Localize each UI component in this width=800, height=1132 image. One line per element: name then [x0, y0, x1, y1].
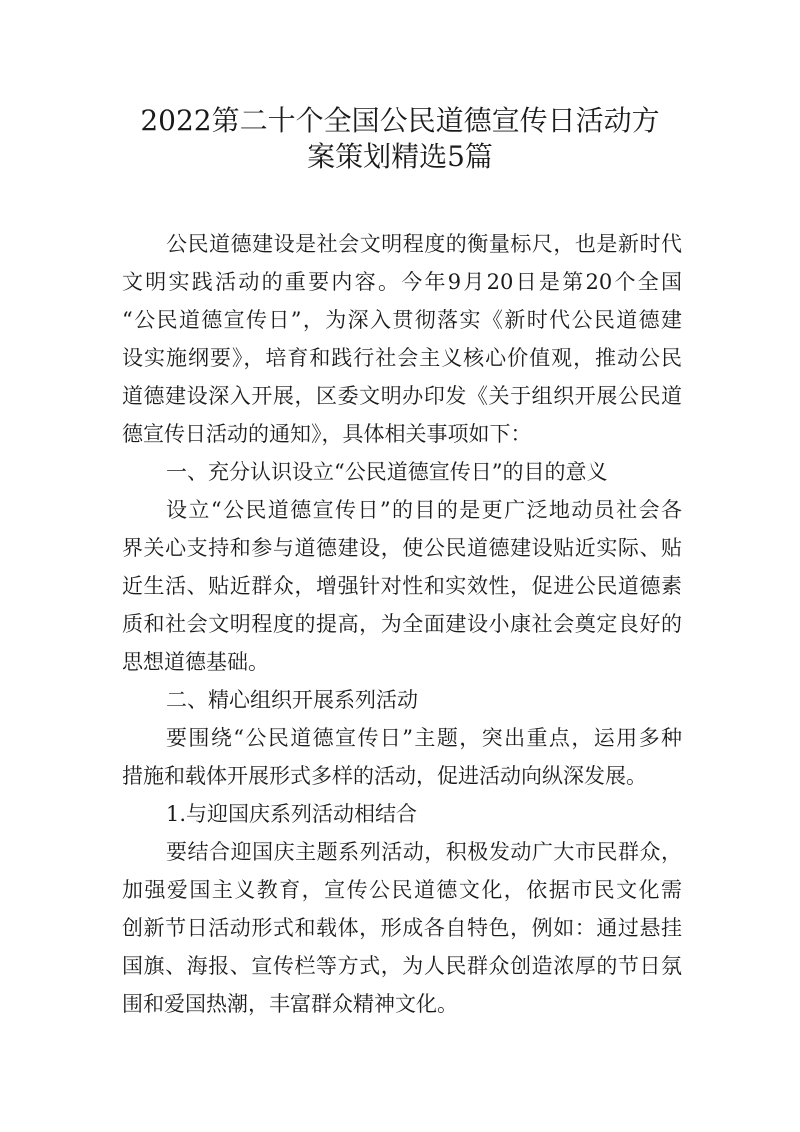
text-line: “公民道德宣传日”，为深入贯彻落实《新时代公民道德建: [122, 308, 682, 332]
text-line: 道德建设深入开展，区委文明办印发《关于组织开展公民道: [122, 384, 682, 408]
document-body: [122, 225, 682, 1023]
text-line: 思想道德基础。: [122, 650, 269, 674]
text-line: 要结合迎国庆主题系列活动，积极发动广大市民群众，: [166, 840, 682, 864]
text-line: 1.与迎国庆系列活动相结合: [166, 802, 418, 826]
text-line: 设立“公民道德宣传日”的目的是更广泛地动员社会各: [166, 498, 682, 522]
text-line: 要围绕“公民道德宣传日”主题，突出重点，运用多种: [166, 726, 682, 750]
text-line: 设实施纲要》，培育和践行社会主义核心价值观，推动公民: [122, 346, 682, 370]
text-line: 措施和载体开展形式多样的活动，促进活动向纵深发展。: [122, 764, 647, 788]
title-line-1: 2022第二十个全国公民道德宣传日活动方: [140, 104, 660, 137]
text-line: 质和社会文明程度的提高，为全面建设小康社会奠定良好的: [122, 612, 682, 636]
text-line: 加强爱国主义教育，宣传公民道德文化，依据市民文化需: [122, 878, 682, 902]
text-line: 德宣传日活动的通知》，具体相关事项如下：: [122, 422, 532, 446]
text-line: 二、精心组织开展系列活动: [166, 688, 418, 712]
text-line: 文明实践活动的重要内容。今年9月20日是第20个全国: [122, 270, 682, 294]
text-line: 创新节日活动形式和载体，形成各自特色，例如：通过悬挂: [122, 916, 682, 940]
text-line: 公民道德建设是社会文明程度的衡量标尺，也是新时代: [166, 232, 682, 256]
title-line-2: 案策划精选5篇: [307, 140, 493, 173]
text-line: 一、充分认识设立“公民道德宣传日”的目的意义: [166, 460, 608, 484]
document-title: [0, 103, 800, 175]
text-line: 近生活、贴近群众，增强针对性和实效性，促进公民道德素: [122, 574, 682, 598]
text-line: 界关心支持和参与道德建设，使公民道德建设贴近实际、贴: [122, 536, 682, 560]
text-line: 围和爱国热潮，丰富群众精神文化。: [122, 992, 458, 1016]
text-line: 国旗、海报、宣传栏等方式，为人民群众创造浓厚的节日氛: [122, 954, 682, 978]
